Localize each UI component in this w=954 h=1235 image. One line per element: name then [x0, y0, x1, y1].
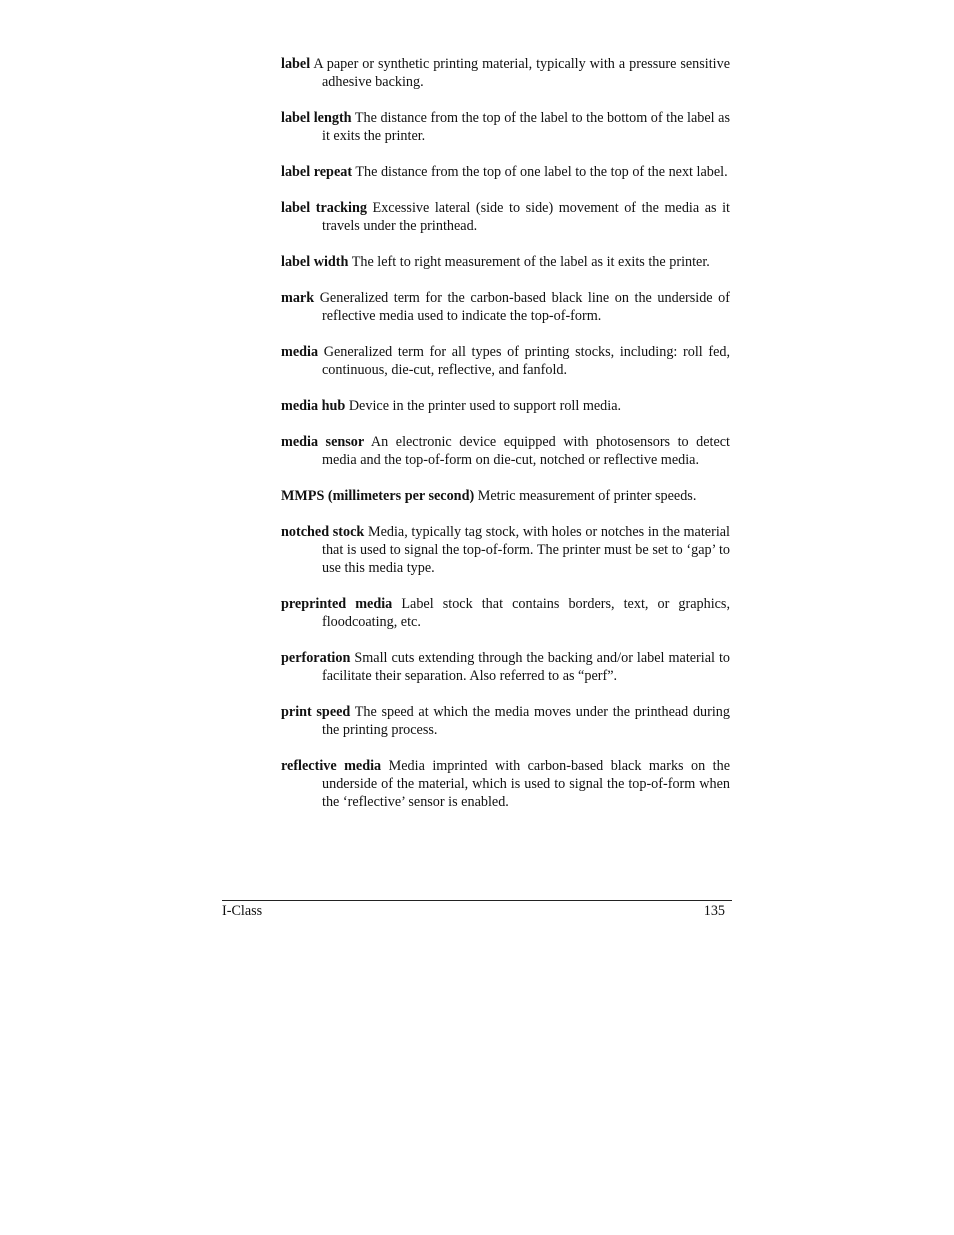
glossary-term: media sensor: [281, 434, 365, 450]
glossary-term: MMPS (millimeters per second): [281, 488, 475, 504]
footer-manual-name: I-Class: [222, 903, 263, 919]
glossary-definition: The distance from the top of the label to the bottom of the label as it exits the printer.: [322, 110, 730, 144]
glossary-definition: An electronic device equipped with photosensors to detect media and the top-of-form on die-cut, notched or reflective media.: [322, 434, 731, 468]
glossary-definition: Metric measurement of printer speeds.: [477, 488, 697, 504]
glossary-term: media: [281, 344, 319, 360]
glossary-definition: Label stock that contains borders, text, or graphics, floodcoating, etc.: [322, 596, 731, 630]
glossary-definition: A paper or synthetic printing material, typically with a pressure sensitive adhesive backing.: [313, 56, 731, 90]
glossary-definition: Device in the printer used to support roll media.: [348, 398, 622, 414]
glossary-term: print speed: [281, 704, 351, 720]
glossary-term: mark: [281, 290, 315, 306]
glossary-term: perforation: [281, 650, 351, 666]
glossary-entry-media: [281, 343, 730, 379]
glossary-entry-preprinted-media: [281, 595, 730, 631]
glossary-entry-reflective-media: [281, 757, 730, 811]
glossary-entry-notched-stock: [281, 523, 730, 577]
glossary-definition: Media, typically tag stock, with holes or notches in the material that is used to signal the top-of-form. The printer must be set to ‘gap’ to use this media type.: [322, 524, 731, 576]
glossary-entry-media-hub: [281, 397, 730, 415]
glossary-definition: Excessive lateral (side to side) movement of the media as it travels under the printhead.: [322, 200, 730, 234]
glossary-term: label length: [281, 110, 352, 126]
glossary-term: label repeat: [281, 164, 353, 180]
glossary-definition: Generalized term for the carbon-based black line on the underside of reflective media used to indicate the top-of-form.: [319, 290, 730, 324]
glossary-definition: The speed at which the media moves under the printhead during the printing process.: [322, 704, 730, 738]
glossary-entry-label-length: [281, 109, 730, 145]
glossary-entry-print-speed: [281, 703, 730, 739]
glossary-definition: The left to right measurement of the label as it exits the printer.: [351, 254, 710, 270]
glossary-list: [281, 55, 730, 829]
glossary-term: label: [281, 56, 311, 72]
glossary-entry-perforation: [281, 649, 730, 685]
glossary-term: reflective media: [281, 758, 382, 774]
glossary-entry-media-sensor: [281, 433, 730, 469]
glossary-entry-mark: [281, 289, 730, 325]
glossary-term: label width: [281, 254, 349, 270]
glossary-term: preprinted media: [281, 596, 393, 612]
glossary-term: notched stock: [281, 524, 365, 540]
glossary-entry-mmps: [281, 487, 730, 505]
page-number: 135: [703, 903, 725, 919]
glossary-definition: The distance from the top of one label to the top of the next label.: [355, 164, 728, 180]
glossary-term: label tracking: [281, 200, 367, 216]
glossary-term: media hub: [281, 398, 346, 414]
glossary-definition: Small cuts extending through the backing and/or label material to facilitate their separation. Also referred to as “perf”.: [322, 650, 731, 684]
glossary-definition: Generalized term for all types of printing stocks, including: roll fed, continuous, die-cut, reflective, and fanfold.: [322, 344, 731, 378]
footer-rule: [222, 900, 732, 901]
glossary-entry-label-tracking: [281, 199, 730, 235]
glossary-entry-label: [281, 55, 730, 91]
glossary-entry-label-width: [281, 253, 730, 271]
glossary-definition: Media imprinted with carbon-based black marks on the underside of the material, which is used to signal the top-of-form when the ‘reflective’ sensor is enabled.: [322, 758, 730, 810]
glossary-entry-label-repeat: [281, 163, 730, 181]
